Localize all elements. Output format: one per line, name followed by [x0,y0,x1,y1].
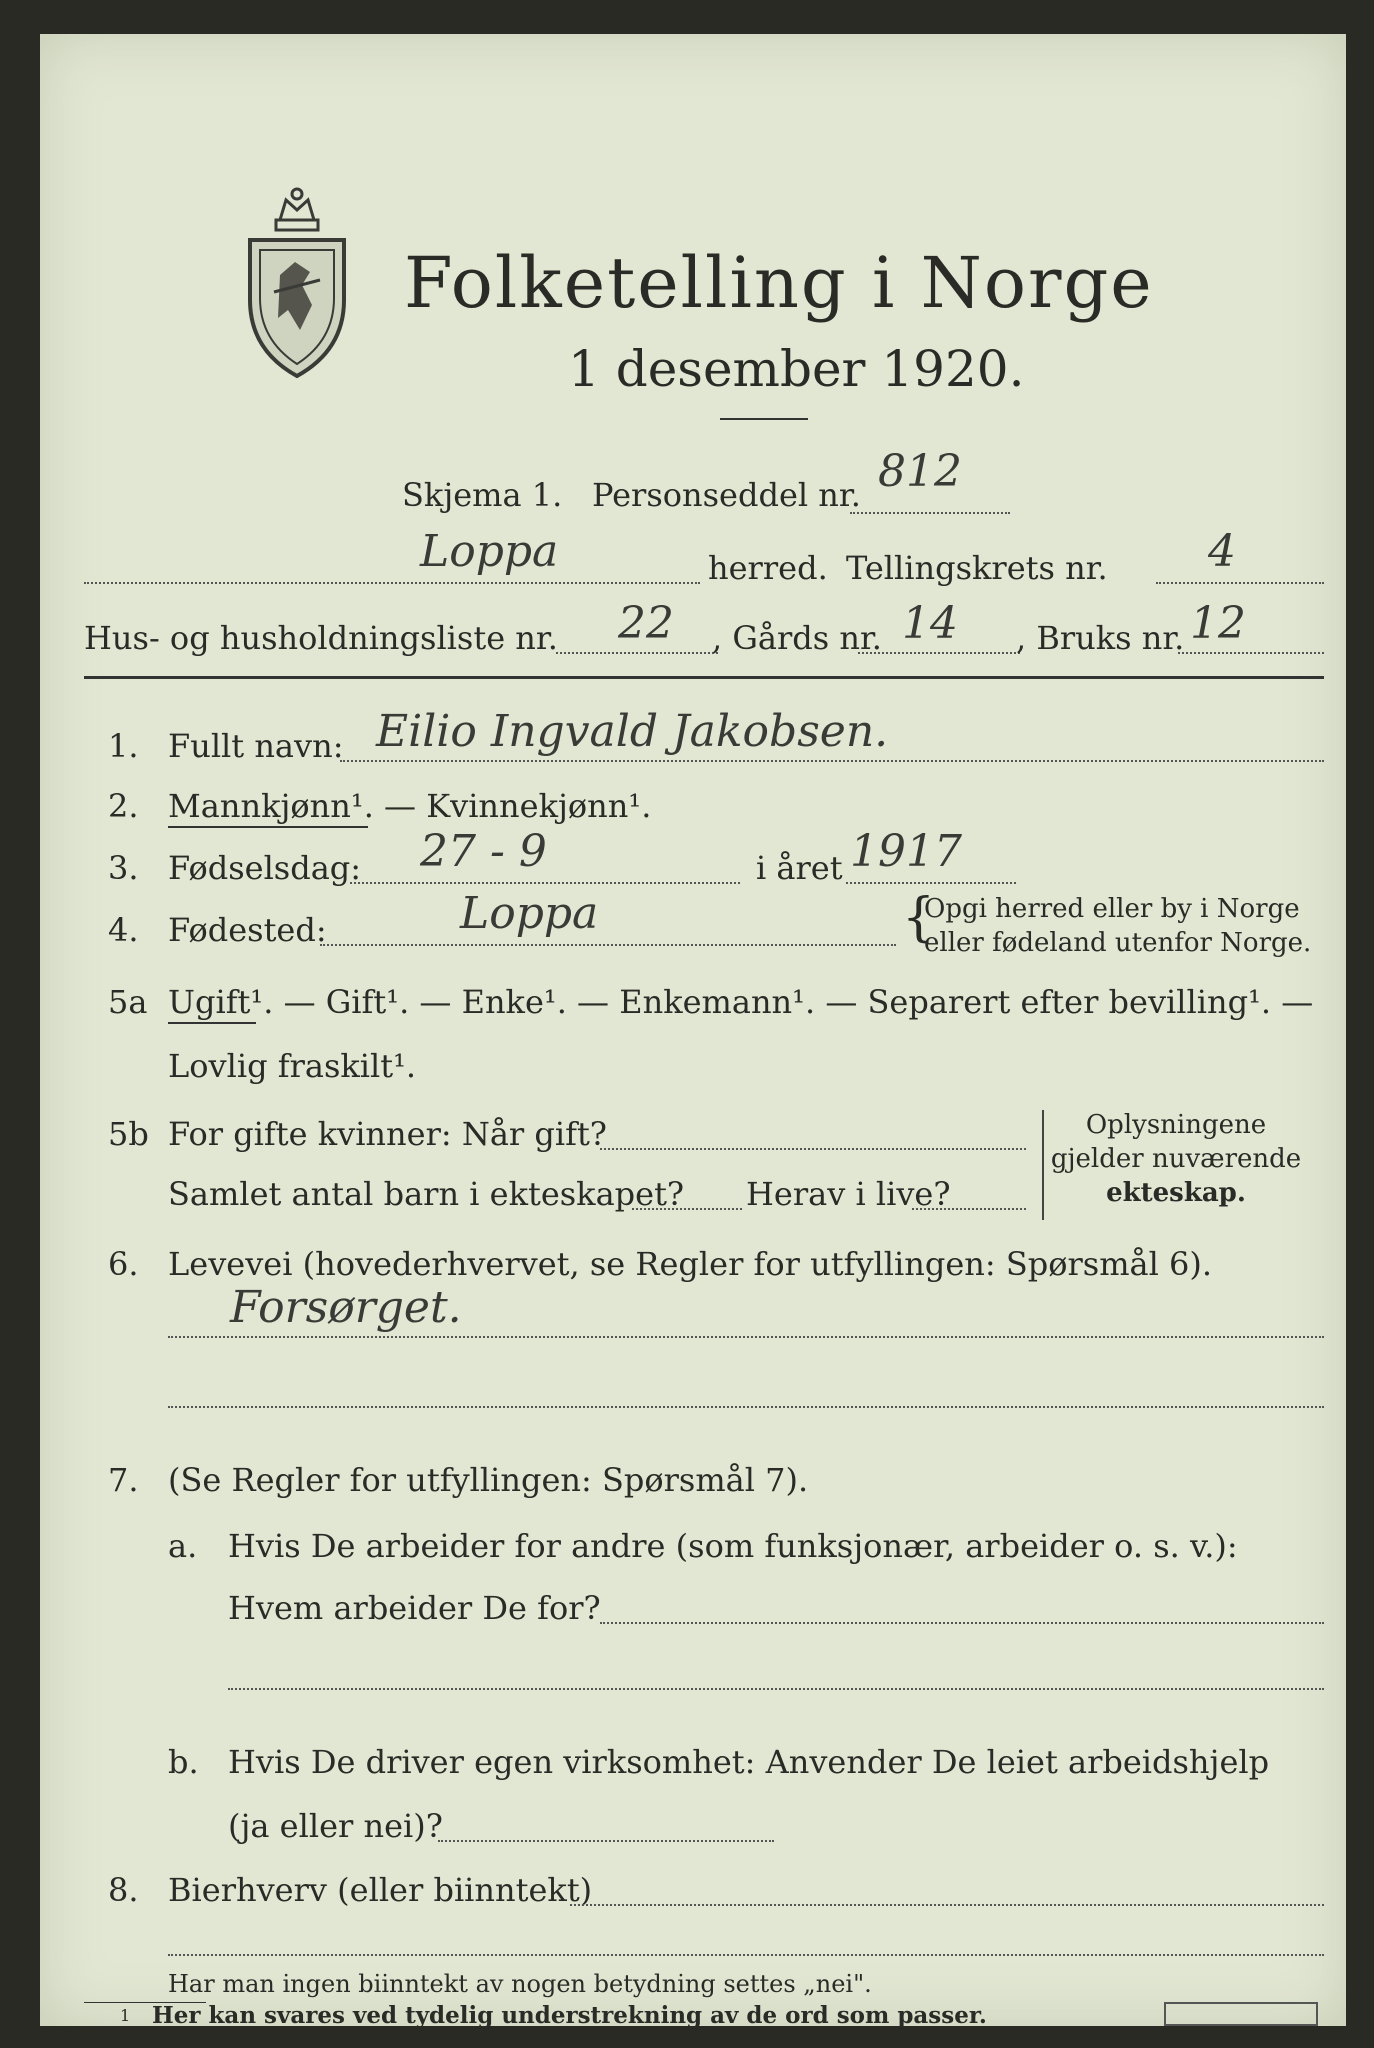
q7-number: 7. [108,1461,139,1499]
tellingskrets-value: 4 [1208,526,1236,577]
q5b-note-line1: Oplysningene [1085,1110,1267,1140]
personseddel-label: Personseddel nr. [592,476,861,514]
q8-label: Bierhverv (eller biinntekt) [168,1871,593,1909]
q5a-options-line2: Lovlig fraskilt¹. [168,1047,417,1085]
q7a-letter: a. [168,1527,198,1565]
q1-full-name-value: Eilio Ingvald Jakobsen. [376,706,889,757]
q6-occupation-value: Forsørget. [230,1282,462,1333]
census-form [40,34,1346,2029]
q7a-line1: Hvis De arbeider for andre (som funksjonær, arbeider o. s. v.): [228,1527,1238,1565]
q5a-selected-underline [168,1022,256,1024]
bruks-label: , Bruks nr. [1016,619,1185,657]
q4-brace: { [902,888,936,948]
q7a-line2: Hvem arbeider De for? [228,1589,601,1627]
q4-note-line2: eller fødeland utenfor Norge. [924,928,1312,958]
q4-number: 4. [108,911,139,949]
q8-note: Har man ingen biinntekt av nogen betydning settes „nei". [168,1970,872,1998]
q2-number: 2. [108,787,139,825]
q6-number: 6. [108,1245,139,1283]
bruks-value: 12 [1190,598,1246,649]
schema-label: Skjema 1. [402,476,563,514]
q3-number: 3. [108,849,139,887]
q5b-note-line2: gjelder nuværende [1050,1144,1302,1174]
title-divider [720,418,808,420]
header-divider [84,676,1324,679]
q7-label: (Se Regler for utfyllingen: Spørsmål 7). [168,1461,809,1499]
footnote-mark: 1 [120,2006,131,2025]
norwegian-coat-of-arms-icon [240,180,354,380]
tellingskrets-label: Tellingskrets nr. [846,549,1108,587]
gards-value: 14 [902,598,958,649]
personseddel-value: 812 [878,446,962,497]
gards-label: , Gårds nr. [712,619,882,657]
q3-year-value: 1917 [850,826,962,877]
q2-selected-underline [168,826,368,828]
herred-label: herred. [708,549,828,587]
q5b-line1: For gifte kvinner: Når gift? [168,1115,607,1153]
q5b-note-line3: ekteskap. [1106,1178,1246,1208]
q1-label: Fullt navn: [168,727,344,765]
husliste-value: 22 [618,598,674,649]
q4-note-line1: Opgi herred eller by i Norge [924,894,1300,924]
form-title: Folketelling i Norge [404,242,1154,324]
q8-number: 8. [108,1871,139,1909]
q5a-number: 5a [108,983,148,1021]
q5b-number: 5b [108,1115,149,1153]
footnote-text: Her kan svares ved tydelig understrekning av de ord som passer. [152,2002,987,2029]
q7b-line2: (ja eller nei)? [228,1807,443,1845]
herred-value: Loppa [420,526,559,577]
q7b-letter: b. [168,1743,199,1781]
q1-number: 1. [108,727,139,765]
q6-label: Levevei (hovederhvervet, se Regler for utfyllingen: Spørsmål 6). [168,1245,1213,1283]
printer-stamp [1164,2002,1318,2026]
census-date: 1 desember 1920. [568,340,1025,398]
q7b-line1: Hvis De driver egen virksomhet: Anvender De leiet arbeidshjelp [228,1743,1270,1781]
q4-birthplace-value: Loppa [460,888,599,939]
q3-birthday-value: 27 - 9 [420,826,547,877]
q2-sex-options: Mannkjønn¹. — Kvinnekjønn¹. [168,787,652,825]
q5a-options-line1: Ugift¹. — Gift¹. — Enke¹. — Enkemann¹. — Separert efter bevilling¹. — [168,983,1314,1021]
q4-label: Fødested: [168,911,327,949]
q3-label: Fødselsdag: [168,849,362,887]
q5b-line2b: Herav i live? [746,1175,951,1213]
q5b-line2a: Samlet antal barn i ekteskapet? [168,1175,685,1213]
q3-year-label: i året [756,849,843,887]
husliste-label: Hus- og husholdningsliste nr. [84,619,558,657]
